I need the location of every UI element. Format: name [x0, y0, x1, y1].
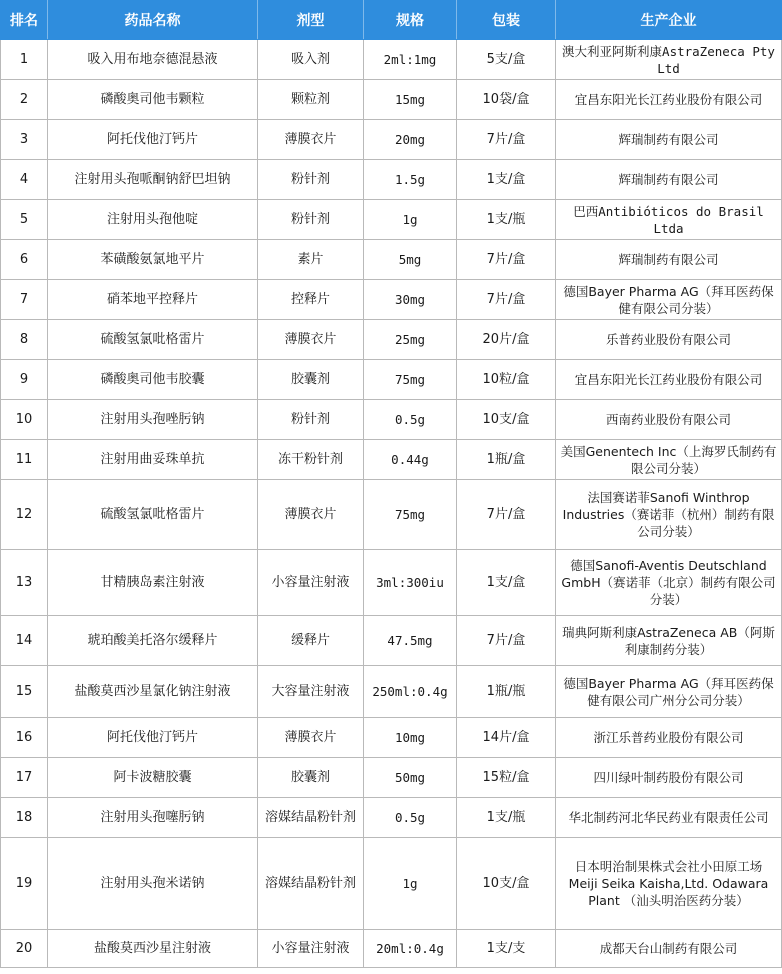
- specification-cell: 10mg: [364, 718, 457, 758]
- table-row: [1, 550, 782, 616]
- packaging-cell: 1支/盒: [457, 160, 556, 200]
- packaging-cell: 10粒/盒: [457, 360, 556, 400]
- table-row: [1, 718, 782, 758]
- rank-cell: 17: [1, 758, 48, 798]
- manufacturer-cell: 四川绿叶制药股份有限公司: [556, 758, 782, 798]
- dosage-form-cell: 冻干粉针剂: [258, 440, 364, 480]
- manufacturer-cell: 德国Bayer Pharma AG（拜耳医药保健有限公司广州分公司分装）: [556, 666, 782, 718]
- specification-cell: 47.5mg: [364, 616, 457, 666]
- header-drug-name: 药品名称: [48, 1, 258, 40]
- rank-cell: 10: [1, 400, 48, 440]
- drug-name-cell: 盐酸莫西沙星氯化钠注射液: [48, 666, 258, 718]
- table-row: [1, 360, 782, 400]
- packaging-cell: 7片/盒: [457, 120, 556, 160]
- table-row: [1, 80, 782, 120]
- dosage-form-cell: 胶囊剂: [258, 360, 364, 400]
- dosage-form-cell: 薄膜衣片: [258, 120, 364, 160]
- rank-cell: 7: [1, 280, 48, 320]
- table-row: [1, 120, 782, 160]
- header-row: [1, 1, 782, 40]
- manufacturer-cell: 成都天台山制药有限公司: [556, 930, 782, 968]
- header-dosage-form: 剂型: [258, 1, 364, 40]
- drug-name-cell: 硝苯地平控释片: [48, 280, 258, 320]
- packaging-cell: 10支/盒: [457, 838, 556, 930]
- rank-cell: 9: [1, 360, 48, 400]
- packaging-cell: 7片/盒: [457, 240, 556, 280]
- dosage-form-cell: 薄膜衣片: [258, 718, 364, 758]
- dosage-form-cell: 薄膜衣片: [258, 320, 364, 360]
- drug-name-cell: 甘精胰岛素注射液: [48, 550, 258, 616]
- packaging-cell: 14片/盒: [457, 718, 556, 758]
- rank-cell: 16: [1, 718, 48, 758]
- rank-cell: 14: [1, 616, 48, 666]
- specification-cell: 1.5g: [364, 160, 457, 200]
- packaging-cell: 1支/瓶: [457, 798, 556, 838]
- rank-cell: 13: [1, 550, 48, 616]
- manufacturer-cell: 巴西Antibióticos do Brasil Ltda: [556, 200, 782, 240]
- drug-name-cell: 阿托伐他汀钙片: [48, 718, 258, 758]
- rank-cell: 2: [1, 80, 48, 120]
- specification-cell: 20mg: [364, 120, 457, 160]
- table-row: [1, 798, 782, 838]
- table-row: [1, 838, 782, 930]
- specification-cell: 5mg: [364, 240, 457, 280]
- header-rank: 排名: [1, 1, 48, 40]
- rank-cell: 1: [1, 40, 48, 80]
- table-row: [1, 160, 782, 200]
- dosage-form-cell: 大容量注射液: [258, 666, 364, 718]
- table-row: [1, 440, 782, 480]
- manufacturer-cell: 宜昌东阳光长江药业股份有限公司: [556, 360, 782, 400]
- drug-name-cell: 苯磺酸氨氯地平片: [48, 240, 258, 280]
- manufacturer-cell: 澳大利亚阿斯利康AstraZeneca Pty Ltd: [556, 40, 782, 80]
- drug-name-cell: 阿托伐他汀钙片: [48, 120, 258, 160]
- specification-cell: 1g: [364, 838, 457, 930]
- header-packaging: 包装: [457, 1, 556, 40]
- table-row: [1, 40, 782, 80]
- drug-name-cell: 磷酸奥司他韦胶囊: [48, 360, 258, 400]
- dosage-form-cell: 粉针剂: [258, 400, 364, 440]
- manufacturer-cell: 浙江乐普药业股份有限公司: [556, 718, 782, 758]
- dosage-form-cell: 薄膜衣片: [258, 480, 364, 550]
- dosage-form-cell: 溶媒结晶粉针剂: [258, 838, 364, 930]
- specification-cell: 0.44g: [364, 440, 457, 480]
- specification-cell: 1g: [364, 200, 457, 240]
- manufacturer-cell: 法国赛诺菲Sanofi Winthrop Industries（赛诺菲（杭州）制药有限公司分装）: [556, 480, 782, 550]
- packaging-cell: 1瓶/盒: [457, 440, 556, 480]
- rank-cell: 6: [1, 240, 48, 280]
- specification-cell: 75mg: [364, 480, 457, 550]
- drug-name-cell: 注射用头孢噻肟钠: [48, 798, 258, 838]
- specification-cell: 0.5g: [364, 400, 457, 440]
- manufacturer-cell: 日本明治制果株式会社小田原工场 Meiji Seika Kaisha,Ltd. Odawara Plant （汕头明治医药分装）: [556, 838, 782, 930]
- table-row: [1, 280, 782, 320]
- dosage-form-cell: 素片: [258, 240, 364, 280]
- packaging-cell: 1支/瓶: [457, 200, 556, 240]
- drug-name-cell: 注射用头孢哌酮钠舒巴坦钠: [48, 160, 258, 200]
- drug-name-cell: 阿卡波糖胶囊: [48, 758, 258, 798]
- rank-cell: 19: [1, 838, 48, 930]
- specification-cell: 2ml:1mg: [364, 40, 457, 80]
- packaging-cell: 1支/盒: [457, 550, 556, 616]
- manufacturer-cell: 乐普药业股份有限公司: [556, 320, 782, 360]
- specification-cell: 25mg: [364, 320, 457, 360]
- dosage-form-cell: 小容量注射液: [258, 930, 364, 968]
- table-row: [1, 400, 782, 440]
- table-row: [1, 200, 782, 240]
- manufacturer-cell: 辉瑞制药有限公司: [556, 240, 782, 280]
- specification-cell: 15mg: [364, 80, 457, 120]
- packaging-cell: 7片/盒: [457, 280, 556, 320]
- packaging-cell: 7片/盒: [457, 480, 556, 550]
- specification-cell: 250ml:0.4g: [364, 666, 457, 718]
- rank-cell: 8: [1, 320, 48, 360]
- manufacturer-cell: 瑞典阿斯利康AstraZeneca AB（阿斯利康制药分装）: [556, 616, 782, 666]
- specification-cell: 3ml:300iu: [364, 550, 457, 616]
- drug-name-cell: 注射用曲妥珠单抗: [48, 440, 258, 480]
- dosage-form-cell: 胶囊剂: [258, 758, 364, 798]
- drug-name-cell: 琥珀酸美托洛尔缓释片: [48, 616, 258, 666]
- packaging-cell: 10支/盒: [457, 400, 556, 440]
- drug-name-cell: 盐酸莫西沙星注射液: [48, 930, 258, 968]
- drug-name-cell: 硫酸氢氯吡格雷片: [48, 480, 258, 550]
- specification-cell: 50mg: [364, 758, 457, 798]
- manufacturer-cell: 西南药业股份有限公司: [556, 400, 782, 440]
- packaging-cell: 1瓶/瓶: [457, 666, 556, 718]
- table-row: [1, 666, 782, 718]
- header-specification: 规格: [364, 1, 457, 40]
- drug-name-cell: 注射用头孢唑肟钠: [48, 400, 258, 440]
- dosage-form-cell: 小容量注射液: [258, 550, 364, 616]
- dosage-form-cell: 缓释片: [258, 616, 364, 666]
- packaging-cell: 15粒/盒: [457, 758, 556, 798]
- rank-cell: 3: [1, 120, 48, 160]
- table-row: [1, 616, 782, 666]
- table-row: [1, 320, 782, 360]
- table-row: [1, 930, 782, 968]
- drug-name-cell: 吸入用布地奈德混悬液: [48, 40, 258, 80]
- dosage-form-cell: 颗粒剂: [258, 80, 364, 120]
- rank-cell: 5: [1, 200, 48, 240]
- drug-name-cell: 磷酸奥司他韦颗粒: [48, 80, 258, 120]
- packaging-cell: 5支/盒: [457, 40, 556, 80]
- rank-cell: 4: [1, 160, 48, 200]
- table-row: [1, 240, 782, 280]
- manufacturer-cell: 美国Genentech Inc（上海罗氏制药有限公司分装）: [556, 440, 782, 480]
- packaging-cell: 10袋/盒: [457, 80, 556, 120]
- dosage-form-cell: 吸入剂: [258, 40, 364, 80]
- rank-cell: 15: [1, 666, 48, 718]
- manufacturer-cell: 辉瑞制药有限公司: [556, 160, 782, 200]
- dosage-form-cell: 溶媒结晶粉针剂: [258, 798, 364, 838]
- dosage-form-cell: 粉针剂: [258, 160, 364, 200]
- specification-cell: 0.5g: [364, 798, 457, 838]
- specification-cell: 75mg: [364, 360, 457, 400]
- table-row: [1, 758, 782, 798]
- drug-name-cell: 注射用头孢他啶: [48, 200, 258, 240]
- rank-cell: 11: [1, 440, 48, 480]
- manufacturer-cell: 德国Sanofi-Aventis Deutschland GmbH（赛诺菲（北京）制药有限公司分装）: [556, 550, 782, 616]
- drug-name-cell: 硫酸氢氯吡格雷片: [48, 320, 258, 360]
- drug-name-cell: 注射用头孢米诺钠: [48, 838, 258, 930]
- table-row: [1, 480, 782, 550]
- specification-cell: 20ml:0.4g: [364, 930, 457, 968]
- manufacturer-cell: 宜昌东阳光长江药业股份有限公司: [556, 80, 782, 120]
- specification-cell: 30mg: [364, 280, 457, 320]
- header-manufacturer: 生产企业: [556, 1, 782, 40]
- packaging-cell: 7片/盒: [457, 616, 556, 666]
- rank-cell: 18: [1, 798, 48, 838]
- packaging-cell: 20片/盒: [457, 320, 556, 360]
- manufacturer-cell: 华北制药河北华民药业有限责任公司: [556, 798, 782, 838]
- manufacturer-cell: 德国Bayer Pharma AG（拜耳医药保健有限公司分装）: [556, 280, 782, 320]
- packaging-cell: 1支/支: [457, 930, 556, 968]
- dosage-form-cell: 粉针剂: [258, 200, 364, 240]
- manufacturer-cell: 辉瑞制药有限公司: [556, 120, 782, 160]
- dosage-form-cell: 控释片: [258, 280, 364, 320]
- rank-cell: 20: [1, 930, 48, 968]
- rank-cell: 12: [1, 480, 48, 550]
